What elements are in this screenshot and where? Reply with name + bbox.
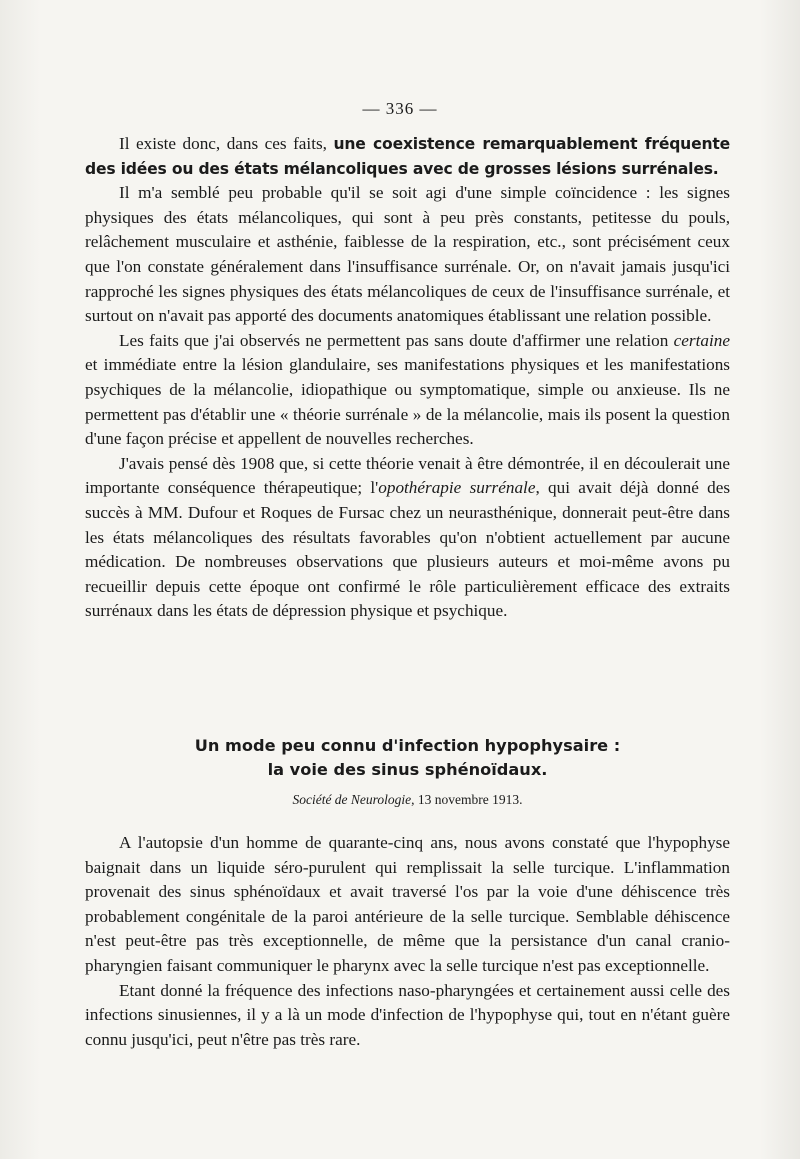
paragraph [85,132,730,181]
paragraph-text: et immédiate entre la lésion glandulaire, ses manifestations physiques et les manifestations psychiques de la mélancolie, idiopathique ou symptomatique, simple ou anxieuse. Ils ne permettent pas d'établir une « théorie surrénale » de la mélancolie, mais ils posent la question d'une façon précise et appellent de nouvelles recherches. [85,355,730,449]
paragraph: Il m'a semblé peu probable qu'il se soit agi d'une simple coïncidence : les signes physiques des états mélancoliques, qui sont à peu près constants, petitesse du pouls, relâchement musculaire et asthénie, faiblesse de la respiration, etc., sont précisément ceux que l'on constate généralement dans l'insuffisance surrénale. Or, on n'avait jamais jusqu'ici rapproché les signes physiques des états mélancoliques de ceux de l'insuffisance surrénale, et surtout on n'avait pas apporté des documents anatomiques établissant une relation possible. [85,183,730,326]
paragraph-text: Les faits que j'ai observés ne permettent pas sans doute d'affirmer une relation [119,330,674,350]
text-block-hypophyse [85,831,730,1052]
section-title-line: Un mode peu connu d'infection hypophysaire : [194,736,621,755]
section-title-line: la voie des sinus sphénoïdaux. [267,760,548,779]
italic-emphasis: certaine [673,330,730,350]
source-citation [85,792,730,808]
paragraph [85,329,730,452]
paragraph-text: J'avais pensé dès 1908 que, si cette théorie venait à être démontrée, il en découlerait une importante conséquence thérapeutique; l' [85,453,730,498]
section-title [85,734,730,782]
paragraph [85,452,730,624]
paragraph-text: , qui avait déjà donné des succès à MM. Dufour et Roques de Fursac chez un neurasthénique, donnerait peut-être dans les états mélancoliques des résultats favorables qu'on n'obtient actuellement par aucune médication. De nombreuses observations que plusieurs auteurs et moi-même avons pu recueillir depuis cette époque ont confirmé le rôle particulièrement efficace des extraits surrénaux dans les états de dépression physique et psychique. [85,478,731,621]
italic-emphasis: opothérapie surrénale [378,478,536,498]
source-journal: Société de Neurologie [292,792,412,807]
paragraph: A l'autopsie d'un homme de quarante-cinq ans, nous avons constaté que l'hypophyse baignait dans un liquide séro-purulent qui remplissait la selle turcique. L'inflammation provenait des sinus sphénoïdaux et avait traversé l'os par la voie d'une déhiscence très probablement congénitale de la paroi antérieure de la selle turcique. Semblable déhiscence n'est peut-être pas très exceptionnelle, de même que la persistance d'un canal cranio-pharyngien faisant communiquer le pharynx avec la selle turcique n'est pas exceptionnelle. [85,833,730,975]
page-number: — 336 — [362,99,438,118]
source-date: , 13 novembre 1913. [411,792,523,807]
bold-emphasis: une coexistence remarquablement fréquente des idées ou des états mélancoliques avec de grosses lésions surrénales. [85,135,730,178]
paragraph-text: Il existe donc, dans ces faits, [119,134,334,153]
text-block-melancolie [85,132,730,624]
paragraph: Etant donné la fréquence des infections naso-pharyngées et certainement aussi celle des infections sinusiennes, il y a là un mode d'infection de l'hypophyse qui, tout en n'étant guère connu jusqu'ici, peut n'être pas très rare. [85,980,730,1049]
